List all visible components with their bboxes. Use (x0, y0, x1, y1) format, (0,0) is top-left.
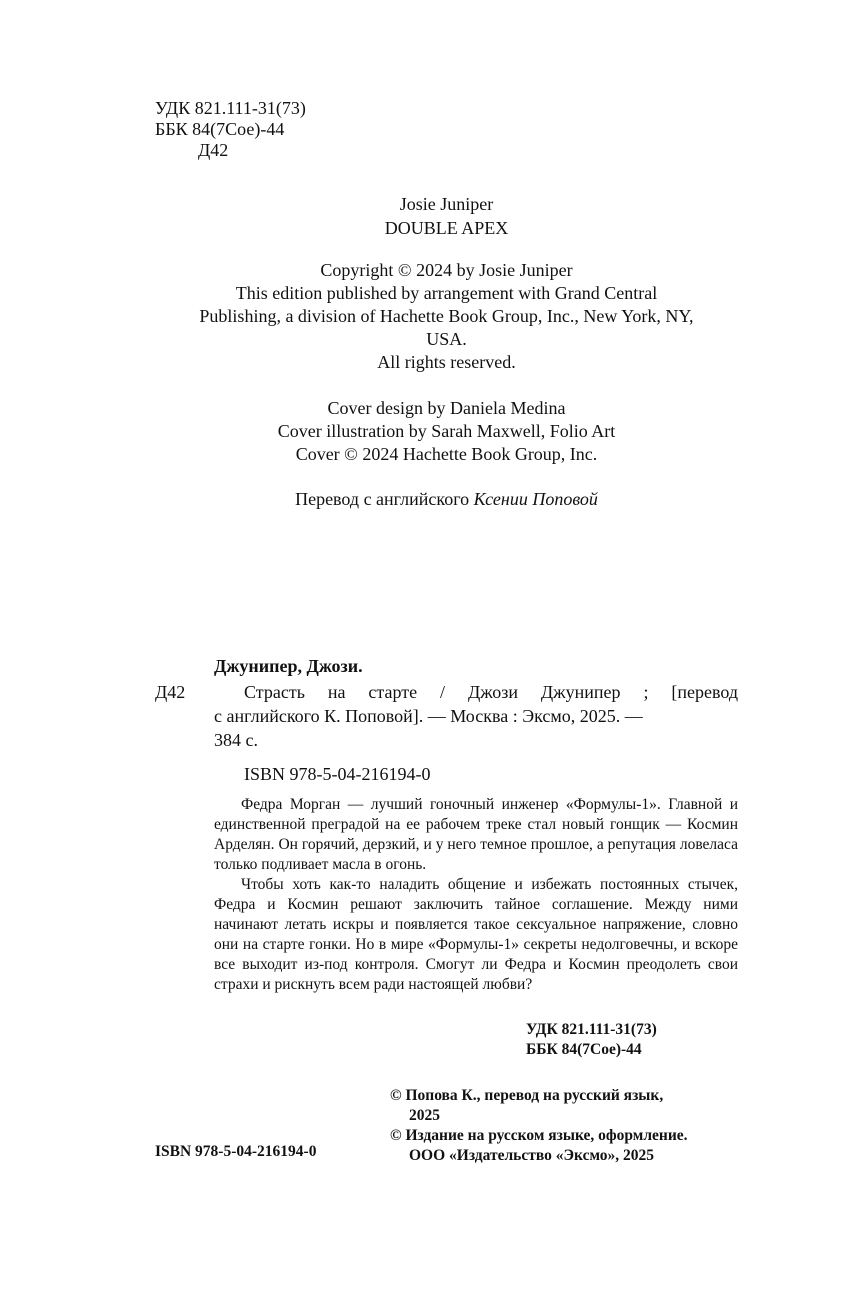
copyright-line: All rights reserved. (377, 352, 516, 372)
footer-rights (390, 1086, 688, 1166)
catalog-entry-line: Страсть на старте / Джози Джунипер ; [перевод (244, 682, 738, 702)
rights-edition-line: © Издание на русском языке, оформление. (390, 1127, 688, 1144)
catalog-entry-line: 384 с. (214, 730, 258, 750)
catalog-entry (244, 680, 738, 704)
copyright-line: This edition published by arrangement with Grand Central (235, 283, 658, 303)
copyright-block (155, 259, 738, 374)
copyright-line: USA. (426, 329, 467, 349)
annotation-paragraph: Чтобы хоть как-то наладить общение и избежать постоянных стычек, Федра и Космин решают заключить тайное соглашение. Между ними начинают летать искры и появляется такое сексуальное напряжение, словно они на старте гонки. Но в мире «Формулы-1» секреты недолговечны, и вскоре все выходит из-под контроля. Смогут ли Федра и Космин преодолеть свои страхи и рискнуть всем ради настоящей любви? (214, 876, 738, 993)
rights-translation-line: © Попова К., перевод на русский язык, (390, 1087, 664, 1104)
translation-prefix: Перевод с английского (295, 489, 470, 509)
original-author: Josie Juniper (399, 194, 494, 214)
author-mark: Д42 (198, 140, 229, 160)
header-codes (155, 96, 306, 162)
footer-isbn: ISBN 978-5-04-216194-0 (155, 1143, 317, 1160)
cover-credits-block (155, 397, 738, 466)
udk-code: УДК 821.111-31(73) (155, 98, 306, 118)
cover-credit-line: Cover design by Daniela Medina (327, 398, 566, 418)
annotation-paragraph: Федра Морган — лучший гоночный инженер «Формулы-1». Главной и единственной преградой на ее рабочем треке стал новый гонщик — Космин Арделян. Он горячий, дерзкий, и у него темное прошлое, а репутация ловеласа только подливает масла в огонь. (214, 796, 738, 873)
annotation (214, 795, 738, 995)
original-title-block (155, 192, 738, 240)
translation-credit (155, 487, 738, 511)
catalog-isbn: ISBN 978-5-04-216194-0 (244, 764, 431, 784)
catalog-heading: Джунипер, Джози. (214, 656, 363, 676)
original-title: DOUBLE APEX (384, 218, 509, 238)
rights-translation-year: 2025 (409, 1107, 440, 1124)
footer-udk-code: УДК 821.111-31(73) (526, 1021, 657, 1038)
catalog-entry-line: с английского К. Поповой]. — Москва : Эксмо, 2025. — (214, 706, 643, 726)
catalog-entry-cont (214, 704, 738, 752)
footer-bbk-code: ББК 84(7Сое)-44 (526, 1041, 642, 1058)
rights-edition-publisher: ООО «Издательство «Эксмо», 2025 (409, 1147, 655, 1164)
bbk-code: ББК 84(7Сое)-44 (155, 119, 285, 139)
cover-credit-line: Cover illustration by Sarah Maxwell, Folio Art (277, 421, 616, 441)
catalog-author-mark: Д42 (155, 682, 186, 702)
cover-credit-line: Cover © 2024 Hachette Book Group, Inc. (295, 444, 598, 464)
footer-codes (526, 1020, 657, 1060)
copyright-line: Publishing, a division of Hachette Book Group, Inc., New York, NY, (199, 306, 694, 326)
translator-name: Ксении Поповой (473, 489, 598, 509)
copyright-line: Copyright © 2024 by Josie Juniper (320, 260, 573, 280)
